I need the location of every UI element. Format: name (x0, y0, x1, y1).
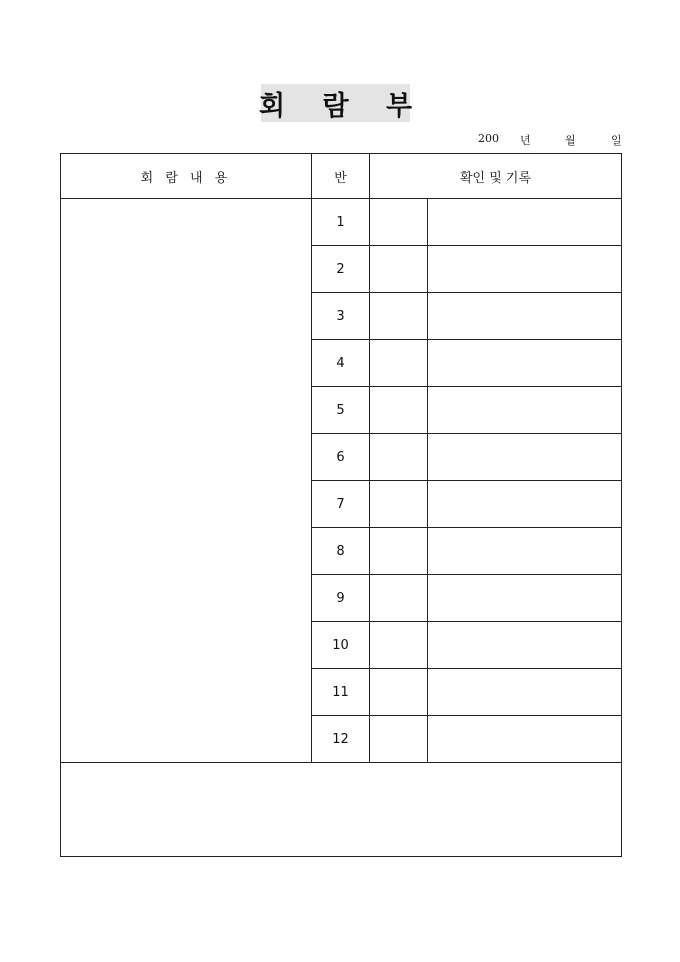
record-cell[interactable] (428, 246, 622, 293)
header-row (61, 154, 622, 199)
record-cell[interactable] (428, 575, 622, 622)
confirm-cell[interactable] (370, 246, 428, 293)
date-year: 200 (478, 132, 499, 145)
confirm-cell[interactable] (370, 199, 428, 246)
date-day-label: 일 (611, 134, 622, 147)
record-cell[interactable] (428, 528, 622, 575)
class-number: 8 (312, 528, 370, 575)
page-title: 회 람 부 (258, 90, 427, 122)
class-number: 5 (312, 387, 370, 434)
header-content: 회 람 내 용 (61, 154, 312, 199)
confirm-cell[interactable] (370, 387, 428, 434)
class-number: 1 (312, 199, 370, 246)
record-cell[interactable] (428, 481, 622, 528)
class-number: 9 (312, 575, 370, 622)
content-cell[interactable] (61, 199, 312, 763)
footer-notes-cell[interactable] (61, 763, 622, 857)
confirm-cell[interactable] (370, 575, 428, 622)
title-box (258, 84, 427, 122)
confirm-cell[interactable] (370, 434, 428, 481)
confirm-cell[interactable] (370, 622, 428, 669)
record-cell[interactable] (428, 622, 622, 669)
date-month-label: 월 (565, 134, 576, 147)
confirm-cell[interactable] (370, 340, 428, 387)
record-cell[interactable] (428, 387, 622, 434)
header-confirm: 확인 및 기록 (370, 154, 622, 199)
confirm-cell[interactable] (370, 293, 428, 340)
class-number: 12 (312, 716, 370, 763)
confirm-cell[interactable] (370, 669, 428, 716)
record-cell[interactable] (428, 293, 622, 340)
confirm-cell[interactable] (370, 481, 428, 528)
circulation-table (60, 153, 622, 857)
record-cell[interactable] (428, 716, 622, 763)
table-row (61, 199, 622, 246)
date-year-label: 년 (520, 134, 531, 147)
class-number: 7 (312, 481, 370, 528)
class-number: 2 (312, 246, 370, 293)
record-cell[interactable] (428, 669, 622, 716)
date-line (470, 130, 622, 148)
header-class: 반 (312, 154, 370, 199)
confirm-cell[interactable] (370, 528, 428, 575)
class-number: 10 (312, 622, 370, 669)
class-number: 4 (312, 340, 370, 387)
footer-row (61, 763, 622, 857)
class-number: 6 (312, 434, 370, 481)
class-number: 3 (312, 293, 370, 340)
record-cell[interactable] (428, 434, 622, 481)
confirm-cell[interactable] (370, 716, 428, 763)
record-cell[interactable] (428, 199, 622, 246)
record-cell[interactable] (428, 340, 622, 387)
class-number: 11 (312, 669, 370, 716)
